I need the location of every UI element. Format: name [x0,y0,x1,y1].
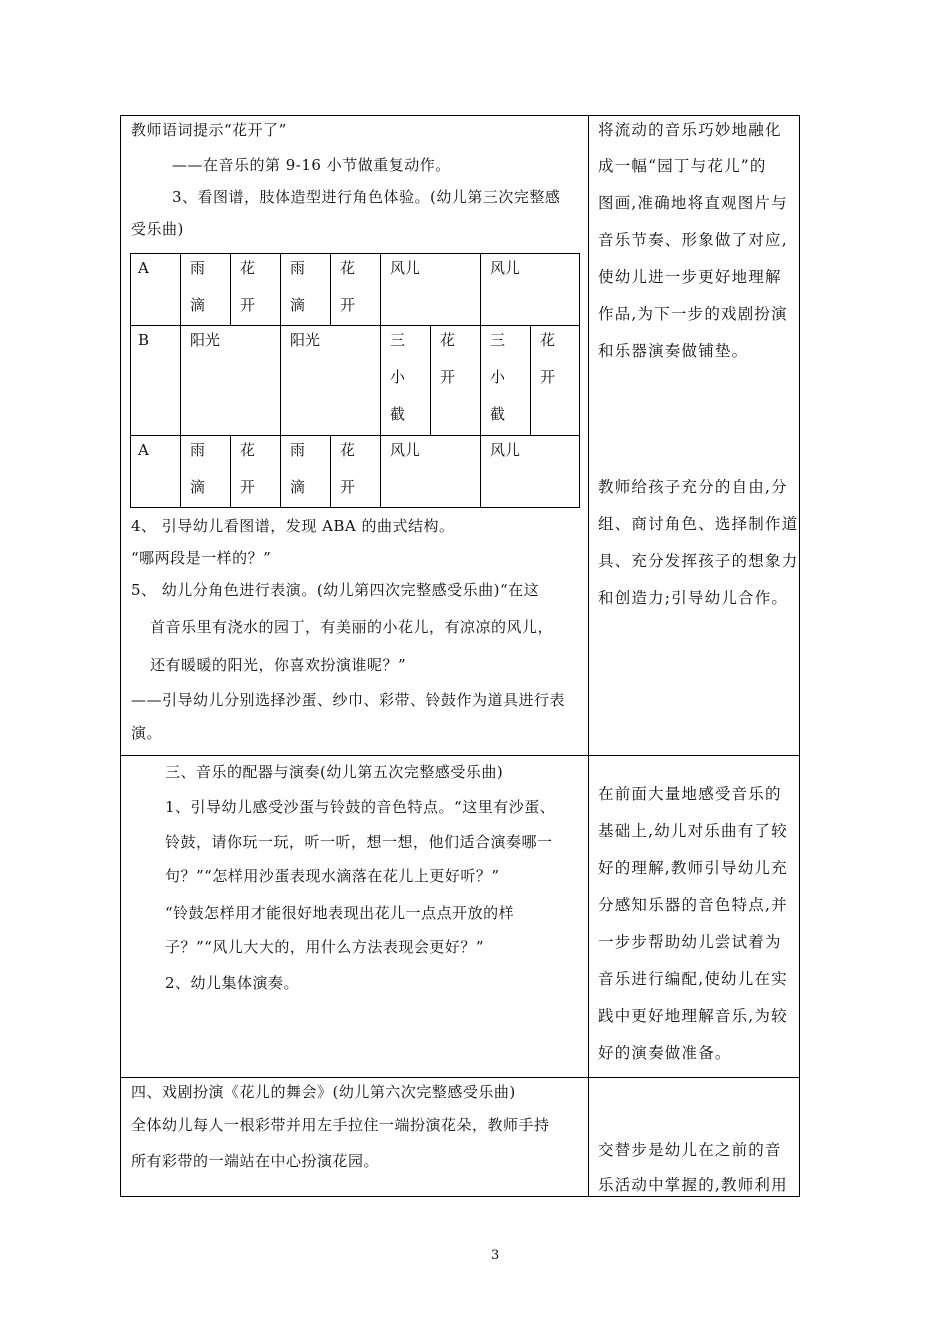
text-line: 铃鼓，请你玩一玩，听一听，想一想，他们适合演奏哪一 [165,833,553,851]
text-line: 子？”“风儿大大的，用什么方法表现会更好？” [165,938,485,956]
score-cell-text: 风儿 [490,441,521,459]
score-cell-text: 花 [540,331,556,349]
score-cell-text: 三 [490,331,506,349]
score-row-label: A [138,441,149,459]
note-line: 基础上,幼儿对乐曲有了较 [598,822,788,840]
score-cell-text: 雨 [190,441,206,459]
score-cell [180,435,231,508]
section-heading: 三、音乐的配器与演奏(幼儿第五次完整感受乐曲) [165,763,504,781]
score-cell-text: 截 [490,405,506,423]
text-line: 1、引导幼儿感受沙蛋与铃鼓的音色特点。“这里有沙蛋、 [165,798,556,816]
score-cell [380,325,431,436]
note-line: 音乐进行编配,使幼儿在实 [598,970,788,988]
score-cell-text: 花 [440,331,456,349]
score-cell-text: 开 [440,368,456,386]
score-cell-text: 小 [390,368,406,386]
section-heading: 四、戏剧扮演《花儿的舞会》(幼儿第六次完整感受乐曲) [131,1083,516,1101]
score-cell [380,435,481,508]
score-cell [480,253,580,326]
score-cell-text: 雨 [290,441,306,459]
score-cell-text: 风儿 [390,259,421,277]
score-cell [180,325,281,436]
text-line: ——在音乐的第 9-16 小节做重复动作。 [172,156,451,174]
score-row-label-cell [130,435,181,508]
score-cell [430,325,481,436]
score-cell-text: 雨 [190,259,206,277]
note-line: 具、充分发挥孩子的想象力 [598,552,799,570]
text-line: ——引导幼儿分别选择沙蛋、纱巾、彩带、铃鼓作为道具进行表 [131,691,566,709]
score-cell-text: 三 [390,331,406,349]
text-line: 5、 幼儿分角色进行表演。(幼儿第四次完整感受乐曲)“在这 [131,581,540,599]
score-cell [280,435,331,508]
text-line: 3、看图谱，肢体造型进行角色体验。(幼儿第三次完整感 [172,188,561,206]
score-cell-text: 雨 [290,259,306,277]
text-line: 2、幼儿集体演奏。 [165,974,300,992]
score-cell [330,253,381,326]
score-cell-text: 风儿 [390,441,421,459]
score-cell-text: 滴 [190,478,206,496]
score-row-label: A [138,259,149,277]
text-line: 4、 引导幼儿看图谱，发现 ABA 的曲式结构。 [131,517,455,535]
score-cell-text: 花 [340,441,356,459]
score-row-label-cell [130,325,181,436]
note-line: 使幼儿进一步更好地理解 [598,268,782,286]
text-line: 还有暖暖的阳光，你喜欢扮演谁呢？” [150,656,407,674]
note-line: 交替步是幼儿在之前的音 [598,1141,782,1159]
score-cell-text: 花 [340,259,356,277]
score-cell [230,253,281,326]
text-line: 受乐曲) [131,220,184,238]
note-line: 好的理解,教师引导幼儿充 [598,859,788,877]
note-line: 作品,为下一步的戏剧扮演 [598,305,788,323]
score-cell [280,253,331,326]
score-cell-text: 风儿 [490,259,521,277]
note-line: 教师给孩子充分的自由,分 [598,478,788,496]
score-row-label: B [138,331,150,349]
text-line: “铃鼓怎样用才能很好地表现出花儿一点点开放的样 [165,904,515,922]
note-line: 成一幅“园丁与花儿”的 [598,157,767,175]
note-line: 和乐器演奏做铺垫。 [598,342,749,360]
score-cell [480,435,580,508]
note-line: 好的演奏做准备。 [598,1044,732,1062]
score-cell [380,253,481,326]
score-cell [330,435,381,508]
score-cell-text: 开 [540,368,556,386]
score-cell-text: 滴 [290,478,306,496]
note-line: 在前面大量地感受音乐的 [598,785,782,803]
score-cell-text: 开 [340,296,356,314]
note-line: 乐活动中掌握的,教师利用 [598,1176,788,1194]
text-line: 全体幼儿每人一根彩带并用左手拉住一端扮演花朵，教师手持 [131,1116,550,1134]
score-cell [230,435,281,508]
row-divider [120,755,800,756]
score-cell-text: 滴 [190,296,206,314]
column-divider [588,115,589,1197]
score-cell-text: 花 [240,441,256,459]
score-cell-text: 截 [390,405,406,423]
page-number: 3 [491,1248,500,1263]
score-cell-text: 花 [240,259,256,277]
score-cell [280,325,381,436]
score-cell-text: 开 [240,296,256,314]
score-cell-text: 开 [240,478,256,496]
text-line: “哪两段是一样的？” [131,549,272,567]
score-cell-text: 开 [340,478,356,496]
text-line: 首音乐里有浇水的园丁，有美丽的小花儿，有凉凉的风儿， [150,618,554,636]
score-cell-text: 阳光 [190,331,221,349]
score-cell-text: 滴 [290,296,306,314]
score-row-label-cell [130,253,181,326]
score-cell [480,325,531,436]
text-line: 句？”“怎样用沙蛋表现水滴落在花儿上更好听？” [165,867,500,885]
note-line: 音乐节奏、形象做了对应, [598,231,788,249]
score-cell [180,253,231,326]
note-line: 图画,准确地将直观图片与 [598,194,788,212]
row-divider [120,1077,800,1078]
note-line: 将流动的音乐巧妙地融化 [598,121,782,139]
note-line: 一步步帮助幼儿尝试着为 [598,933,782,951]
note-line: 践中更好地理解音乐,为较 [598,1007,788,1025]
score-cell-text: 阳光 [290,331,321,349]
score-cell [530,325,580,436]
text-line: 演。 [131,724,163,742]
note-line: 分感知乐器的音色特点,并 [598,896,788,914]
note-line: 和创造力;引导幼儿合作。 [598,589,789,607]
score-cell-text: 小 [490,368,506,386]
text-line: 所有彩带的一端站在中心扮演花园。 [131,1152,380,1170]
note-line: 组、商讨角色、选择制作道 [598,515,799,533]
text-line: 教师语词提示“花开了” [131,121,287,139]
